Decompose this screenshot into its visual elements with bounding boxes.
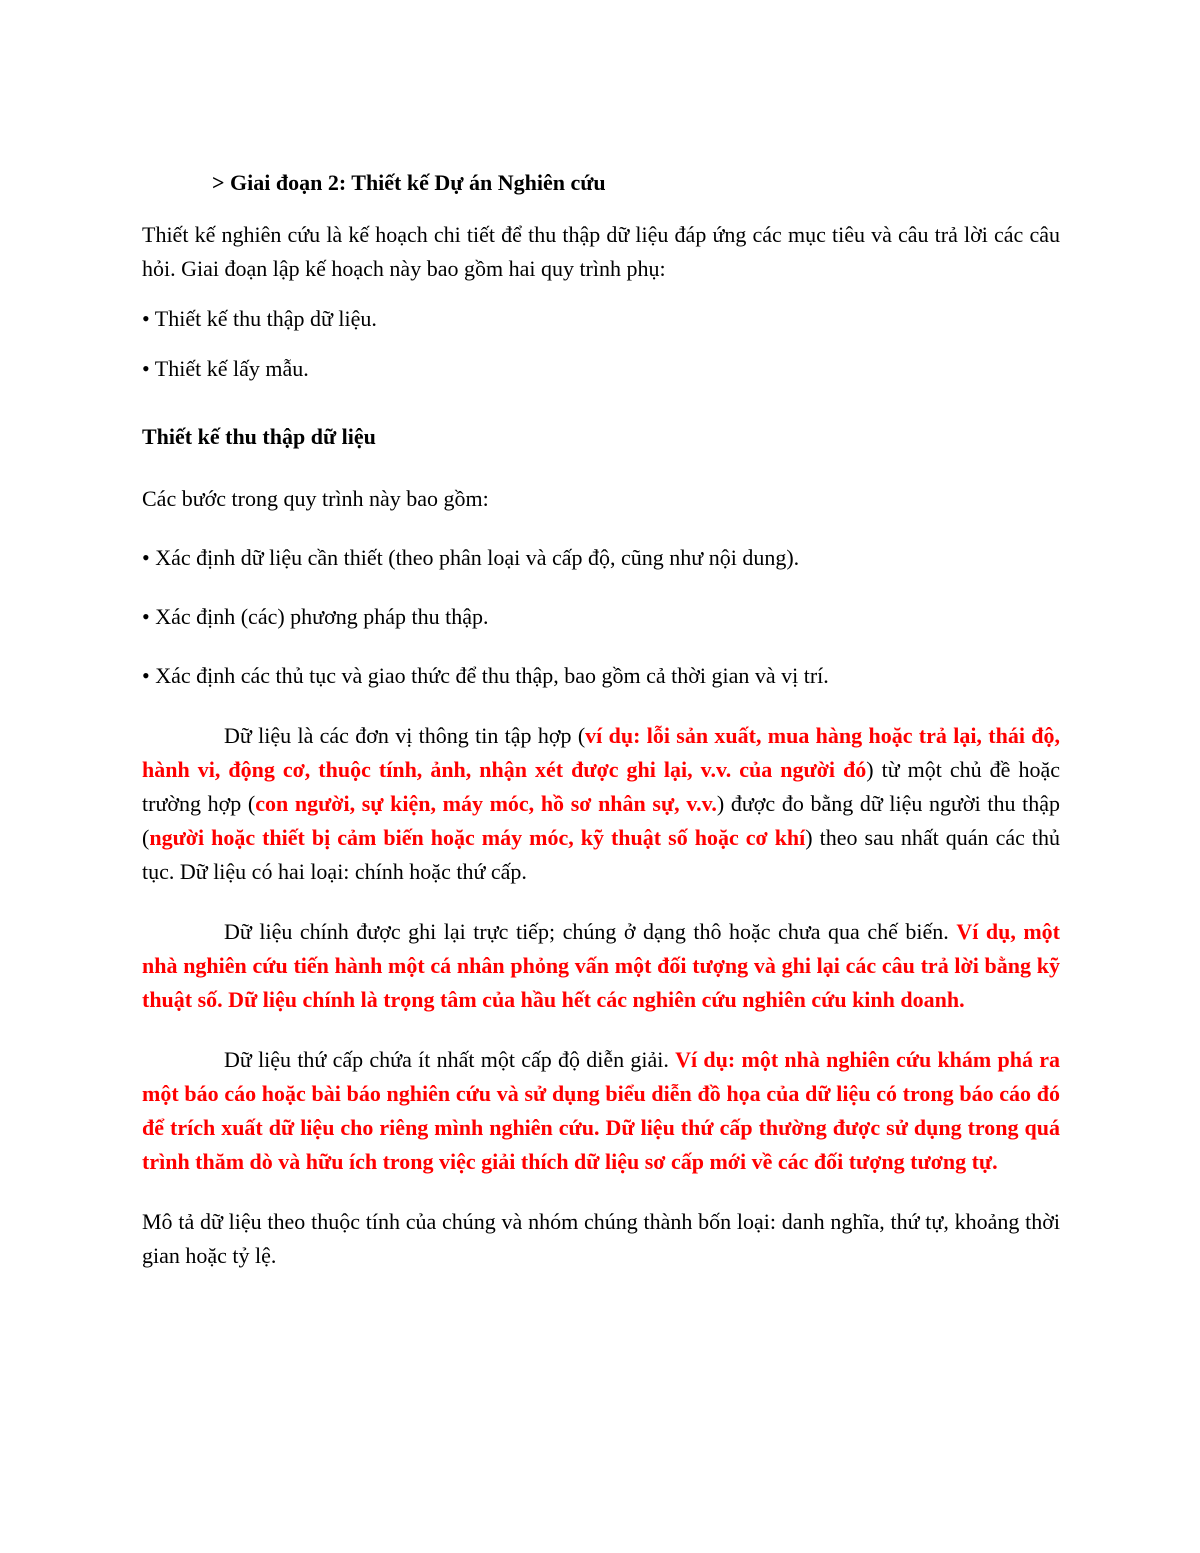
example-text: con người, sự kiện, máy móc, hồ sơ nhân sự, v.v. bbox=[255, 791, 717, 816]
paragraph-text: Dữ liệu thứ cấp chứa ít nhất một cấp độ diễn giải. bbox=[224, 1047, 676, 1072]
step-bullet-item: • Xác định các thủ tục và giao thức để thu thập, bao gồm cả thời gian và vị trí. bbox=[142, 663, 829, 688]
secondary-data-paragraph bbox=[142, 1043, 1060, 1179]
section-title: Thiết kế thu thập dữ liệu bbox=[142, 424, 376, 449]
paragraph-text: ) được đo bằng dữ liệu người thu thập ( bbox=[142, 791, 1060, 850]
example-text: Ví dụ: một nhà nghiên cứu khám phá ra một báo cáo hoặc bài báo nghiên cứu và sử dụng biểu diễn đồ họa của dữ liệu có trong báo cáo đó để trích xuất dữ liệu cho riêng mình nghiên cứu. Dữ liệu thứ cấp thường được sử dụng trong quá trình thăm dò và hữu ích trong việc giải thích dữ liệu sơ cấp mới về các đối tượng tương tự. bbox=[142, 1047, 1060, 1174]
primary-data-paragraph bbox=[142, 915, 1060, 1017]
paragraph-text: ) từ một chủ đề hoặc trường hợp ( bbox=[142, 757, 1060, 816]
sub-bullet-item: • Thiết kế thu thập dữ liệu. bbox=[142, 306, 377, 331]
paragraph-text: Dữ liệu là các đơn vị thông tin tập hợp ( bbox=[224, 723, 586, 748]
stage-heading: > Giai đoạn 2: Thiết kế Dự án Nghiên cứu bbox=[212, 170, 606, 195]
step-bullet-item: • Xác định dữ liệu cần thiết (theo phân loại và cấp độ, cũng như nội dung). bbox=[142, 545, 800, 570]
intro-paragraph: Thiết kế nghiên cứu là kế hoạch chi tiết để thu thập dữ liệu đáp ứng các mục tiêu và câu trả lời các câu hỏi. Giai đoạn lập kế hoạch này bao gồm hai quy trình phụ: bbox=[142, 222, 1060, 281]
steps-intro: Các bước trong quy trình này bao gồm: bbox=[142, 486, 489, 511]
data-definition-paragraph bbox=[142, 719, 1060, 889]
sub-bullet-item: • Thiết kế lấy mẫu. bbox=[142, 356, 309, 381]
paragraph-text: Dữ liệu chính được ghi lại trực tiếp; chúng ở dạng thô hoặc chưa qua chế biến. bbox=[224, 919, 957, 944]
step-bullet-item: • Xác định (các) phương pháp thu thập. bbox=[142, 604, 489, 629]
example-text: người hoặc thiết bị cảm biến hoặc máy móc, kỹ thuật số hoặc cơ khí bbox=[149, 825, 806, 850]
example-text: Ví dụ, một nhà nghiên cứu tiến hành một cá nhân phỏng vấn một đối tượng và ghi lại các câu trả lời bằng kỹ thuật số. Dữ liệu chính là trọng tâm của hầu hết các nghiên cứu nghiên cứu kinh doanh. bbox=[142, 919, 1060, 1012]
document-page bbox=[142, 166, 1060, 1273]
closing-paragraph: Mô tả dữ liệu theo thuộc tính của chúng và nhóm chúng thành bốn loại: danh nghĩa, thứ tự, khoảng thời gian hoặc tỷ lệ. bbox=[142, 1209, 1060, 1268]
example-text: ví dụ: lỗi sản xuất, mua hàng hoặc trả lại, thái độ, hành vi, động cơ, thuộc tính, ảnh, nhận xét được ghi lại, v.v. của người đó bbox=[142, 723, 1060, 782]
paragraph-text: ) theo sau nhất quán các thủ tục. Dữ liệu có hai loại: chính hoặc thứ cấp. bbox=[142, 825, 1061, 884]
